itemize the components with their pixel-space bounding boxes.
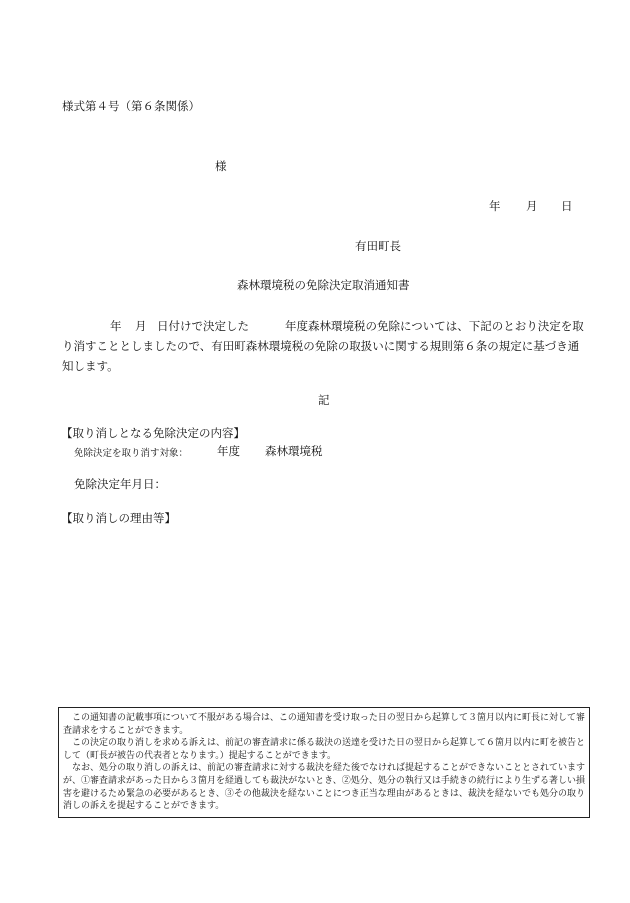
decision-date-label: 免除決定年月日： xyxy=(74,477,166,491)
body-fiscal-year-tail: 年度森林環境税の免除については、下記のとおり決定を取 xyxy=(285,319,584,333)
body-line-2: り消すこととしましたので、有田町森林環境税の免除の取扱いに関する規則第６条の規定に基づき通 xyxy=(62,339,580,353)
section1-heading: 【取り消しとなる免除決定の内容】 xyxy=(61,426,245,440)
date-month-label: 月 xyxy=(526,199,538,213)
target-label: 免除決定を取り消す対象： xyxy=(74,448,189,459)
issuer: 有田町長 xyxy=(355,239,401,253)
date-day-label: 日 xyxy=(561,199,573,213)
appeal-notice-box xyxy=(58,707,590,818)
target-value: 森林環境税 xyxy=(265,444,323,458)
notice-paragraph-3: なお、処分の取り消しの訴えは、前記の審査請求に対する裁決を経た後でなければ提起することができないこととされていますが、①審査請求があった日から３箇月を経過しても裁決がないとき、②処分、処分の執行又は手続きの続行により生ずる著しい損害を避けるため緊急の必要があるとき、③その他裁決を経ないことにつき正当な理由があるときは、裁決を経ないでも処分の取り消しの訴えを提起することができます。 xyxy=(63,763,586,812)
body-line-3: 知します。 xyxy=(62,359,119,373)
ki-label: 記 xyxy=(318,393,330,407)
section2-heading: 【取り消しの理由等】 xyxy=(61,511,176,525)
body-date-month: 月 xyxy=(135,319,147,333)
notice-paragraph-1: この通知書の記載事項について不服がある場合は、この通知書を受け取った日の翌日から起算して３箇月以内に町長に対して審査請求をすることができます。 xyxy=(63,713,585,736)
notice-paragraph-2: この決定の取り消しを求める訴えは、前記の審査請求に係る裁決の送達を受けた日の翌日から起算して６箇月以内に町を被告として（町長が被告の代表者となります。）提起することができます。 xyxy=(63,738,586,761)
body-date-tail: 日付けで決定した xyxy=(157,319,249,333)
date-year-label: 年 xyxy=(489,199,501,213)
body-date-year: 年 xyxy=(110,319,122,333)
addressee-suffix: 様 xyxy=(215,159,227,173)
form-number: 様式第４号（第６条関係） xyxy=(62,99,200,113)
document-title: 森林環境税の免除決定取消通知書 xyxy=(237,278,410,292)
target-year-label: 年度 xyxy=(217,444,240,458)
